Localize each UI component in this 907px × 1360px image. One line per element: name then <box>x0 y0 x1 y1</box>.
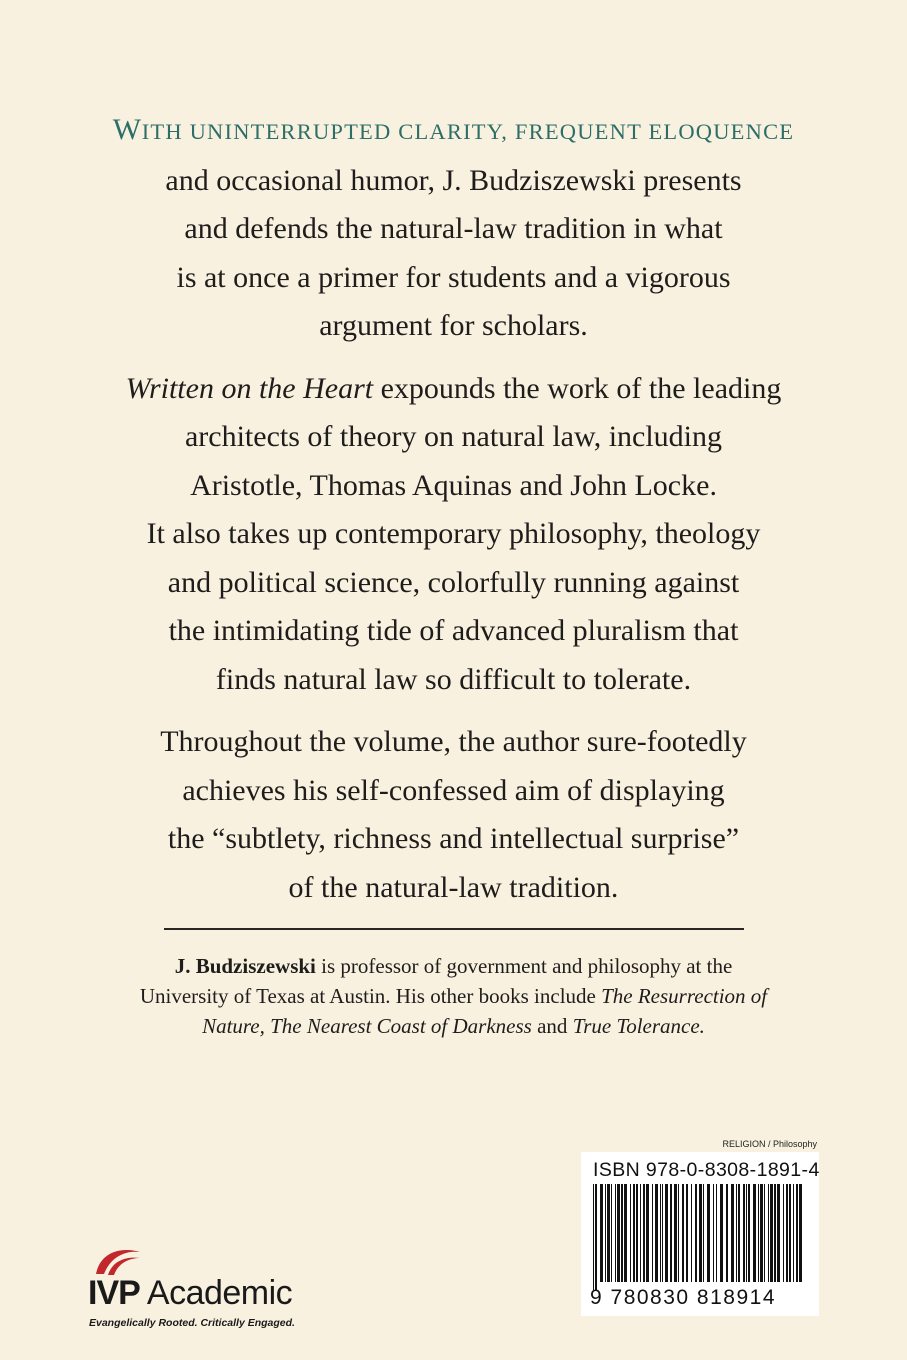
category-label: RELIGION / Philosophy <box>722 1139 817 1149</box>
barcode-bar <box>796 1184 798 1282</box>
divider-rule <box>164 928 744 930</box>
barcode-bar <box>799 1184 802 1282</box>
barcode-bar <box>660 1184 661 1282</box>
barcode-bar <box>636 1184 638 1282</box>
barcode-bar <box>753 1184 756 1282</box>
blurb-paragraph-2 <box>60 365 847 705</box>
book-title: True Tolerance. <box>572 1014 705 1038</box>
barcode-bar <box>682 1184 684 1282</box>
barcode-bar <box>643 1184 645 1282</box>
barcode-bar <box>686 1184 688 1282</box>
barcode-bar <box>768 1184 769 1282</box>
publisher-tagline: Evangelically Rooted. Critically Engaged. <box>89 1317 295 1329</box>
blurb-paragraph-1 <box>60 106 847 351</box>
barcode-bar <box>691 1184 692 1282</box>
blurb-paragraph-3 <box>60 718 847 912</box>
barcode-bar <box>605 1184 606 1282</box>
blurb-lead-line: WITH UNINTERRUPTED CLARITY, FREQUENT ELOQUENCE <box>112 113 795 146</box>
barcode-bar <box>746 1184 747 1282</box>
barcode-bar <box>611 1184 612 1282</box>
book-title: The Resurrection of <box>601 984 768 1008</box>
blurb-line: Written on the Heart expounds the work of the leading <box>125 371 782 405</box>
blurb-line: It also takes up contemporary philosophy, theology <box>146 517 761 550</box>
blurb-line: finds natural law so difficult to tolerate. <box>215 662 692 696</box>
barcode-bar <box>600 1184 603 1282</box>
barcode-bar <box>695 1184 697 1282</box>
blurb-line: and political science, colorfully running against <box>167 565 740 599</box>
blurb-line: the intimidating tide of advanced pluralism that <box>168 614 739 647</box>
barcode-bar <box>774 1184 776 1282</box>
barcode-bar <box>670 1184 672 1282</box>
blurb-line: and defends the natural-law tradition in what <box>184 212 723 245</box>
barcode-bar <box>607 1184 610 1282</box>
barcode-bar <box>726 1184 728 1282</box>
barcode-bar <box>770 1184 773 1282</box>
barcode-bar <box>646 1184 649 1282</box>
blurb-line: is at once a primer for students and a vigorous <box>176 260 731 294</box>
barcode-bar <box>764 1184 765 1282</box>
barcode-bar <box>713 1184 714 1282</box>
barcode-bar <box>633 1184 635 1282</box>
isbn-barcode <box>581 1152 819 1316</box>
bio-line: Nature, The Nearest Coast of Darkness and True Tolerance. <box>202 1014 705 1038</box>
barcode-digits: 9 780830 818914 <box>590 1286 776 1309</box>
barcode-bar <box>662 1184 663 1282</box>
blurb-line: and occasional humor, J. Budziszewski presents <box>165 163 742 197</box>
barcode-bar <box>736 1184 737 1282</box>
back-cover-blurb <box>60 106 847 926</box>
barcode-bar <box>630 1184 631 1282</box>
barcode-bar <box>595 1184 597 1290</box>
barcode-bar <box>716 1184 717 1282</box>
barcode-bar <box>777 1184 780 1282</box>
barcode-bar <box>743 1184 745 1282</box>
blurb-line: Aristotle, Thomas Aquinas and John Locke. <box>190 468 717 502</box>
blurb-line: argument for scholars. <box>319 309 588 342</box>
barcode-bar <box>624 1184 627 1282</box>
barcode-bar <box>665 1184 668 1282</box>
barcode-bar <box>760 1184 763 1282</box>
barcode-bar <box>652 1184 653 1282</box>
book-title: The Nearest Coast of Darkness <box>270 1014 532 1038</box>
barcode-bar <box>674 1184 677 1282</box>
barcode-bar <box>655 1184 658 1282</box>
author-bio <box>60 951 847 1041</box>
barcode-bar <box>748 1184 750 1282</box>
barcode-bar <box>615 1184 616 1282</box>
book-title: Written on the Heart <box>125 371 374 405</box>
blurb-line: of the natural-law tradition. <box>288 870 619 904</box>
barcode-bar <box>783 1184 784 1282</box>
ivp-swoosh-icon <box>94 1244 144 1278</box>
barcode-bar <box>703 1184 704 1282</box>
barcode-bar <box>617 1184 620 1282</box>
blurb-line: Throughout the volume, the author sure-footedly <box>160 725 747 758</box>
barcode-bar <box>593 1184 594 1290</box>
barcode-bar <box>786 1184 788 1282</box>
barcode-bar <box>699 1184 702 1282</box>
publisher-name: IVP Academic <box>88 1274 293 1312</box>
blurb-line: the “subtlety, richness and intellectual surprise” <box>167 822 740 855</box>
barcode-bar <box>789 1184 791 1282</box>
barcode-bar <box>707 1184 710 1282</box>
bio-line: University of Texas at Austin. His other books include The Resurrection of <box>139 984 768 1008</box>
barcode-bar <box>731 1184 734 1282</box>
author-name: J. Budziszewski <box>174 954 316 978</box>
blurb-line: achieves his self-confessed aim of displaying <box>182 773 725 807</box>
barcode-bar <box>720 1184 723 1282</box>
barcode-bar <box>621 1184 623 1282</box>
barcode-bar <box>678 1184 679 1282</box>
blurb-line: architects of theory on natural law, including <box>184 420 723 453</box>
isbn-label: ISBN 978-0-8308-1891-4 <box>593 1159 820 1181</box>
barcode-bar <box>758 1184 759 1282</box>
barcode-bars <box>589 1184 811 1292</box>
barcode-bar <box>793 1184 794 1282</box>
barcode-bar <box>640 1184 641 1282</box>
bio-line: J. Budziszewski is professor of government and philosophy at the <box>174 954 733 978</box>
barcode-bar <box>738 1184 740 1282</box>
book-title: Nature, <box>202 1014 265 1038</box>
